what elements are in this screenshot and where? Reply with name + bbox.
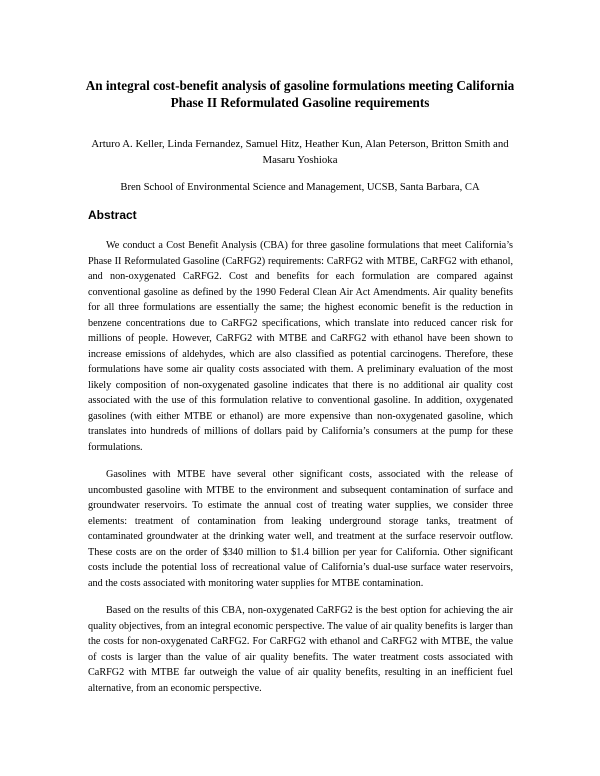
affiliation: Bren School of Environmental Science and Management, UCSB, Santa Barbara, CA xyxy=(120,182,480,193)
author-list: Arturo A. Keller, Linda Fernandez, Samuel Hitz, Heather Kun, Alan Peterson, Britton Smith and Masaru Yoshioka xyxy=(91,138,509,166)
abstract-heading: Abstract xyxy=(88,208,137,222)
abstract-paragraph-2: Gasolines with MTBE have several other significant costs, associated with the release of uncombusted gasoline with MTBE to the environment and subsequent contamination of surface and groundwater reservoirs. To estimate the annual cost of treating water supplies, we consider three elements: treatment of contamination from leaking underground storage tanks, treatment of contaminated groundwater at the drinking water well, and treatment at the surface reservoir outflow. These costs are on the order of $340 million to $1.4 billion per year for California. Other significant costs include the potential loss of recreational value of California’s dual-use surface water reservoirs, and the costs associated with monitoring water supplies for MTBE contamination. xyxy=(88,469,513,589)
abstract-paragraph-1: We conduct a Cost Benefit Analysis (CBA) for three gasoline formulations that meet California’s Phase II Reformulated Gasoline (CaRFG2) requirements: CaRFG2 with MTBE, CaRFG2 with ethanol, and non-oxygenated CaRFG2. Cost and benefits for each formulation are compared against conventional gasoline as defined by the 1990 Federal Clean Air Act Amendments. Air quality benefits for all three formulations are essentially the same; the highest economic benefit is the reduction in benzene concentrations due to CaRFG2 specifications, which translate into reduced cancer risk for millions of people. However, CaRFG2 with MTBE and CaRFG2 with ethanol have been shown to increase emissions of aldehydes, which are also classified as potential carcinogens. Therefore, these formulations have some air quality costs associated with them. A preliminary evaluation of the most likely composition of non-oxygenated gasoline indicates that there is no additional air quality cost associated with the use of this formulation relative to conventional gasoline. In addition, oxygenated gasolines (with either MTBE or ethanol) are more expensive than non-oxygenated gasoline, which translates into hundreds of millions of dollars paid by California’s consumers at the pump for these formulations. xyxy=(88,240,513,453)
paper-title: An integral cost-benefit analysis of gasoline formulations meeting California Phase II Reformulated Gasoline requirements xyxy=(85,78,515,110)
abstract-paragraph-3: Based on the results of this CBA, non-oxygenated CaRFG2 is the best option for achieving the air quality objectives, from an integral economic perspective. The value of air quality benefits is larger than the costs for non-oxygenated CaRFG2. For CaRFG2 with ethanol and CaRFG2 with MTBE, the value of costs is larger than the value of air quality benefits. The water treatment costs associated with CaRFG2 with MTBE far outweigh the value of air quality benefits, resulting in an inefficient fuel alternative, from an economic perspective. xyxy=(88,605,513,694)
